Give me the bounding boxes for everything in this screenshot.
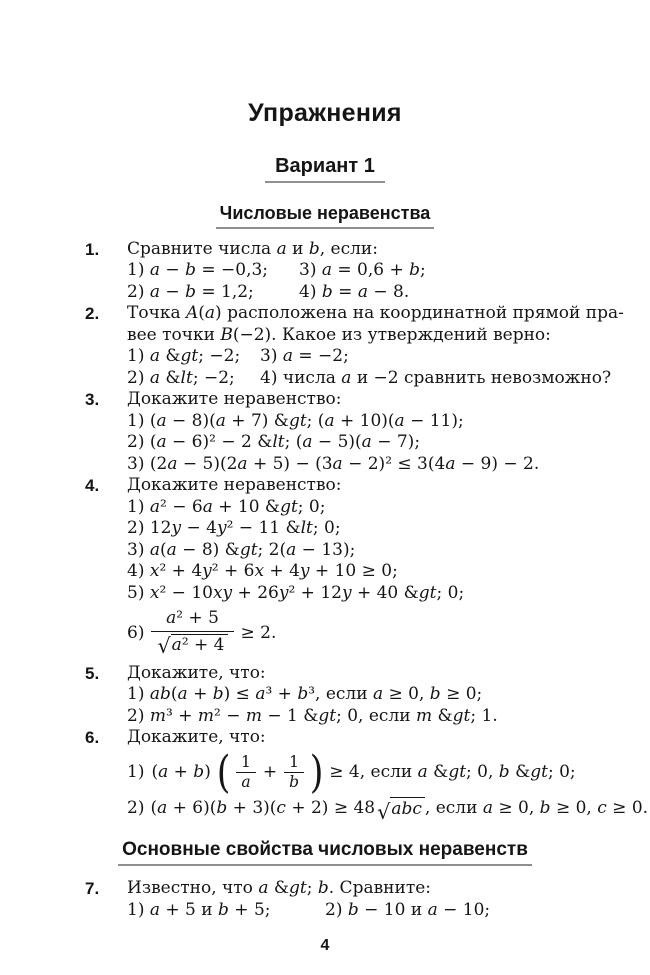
subitem: 3) a = 0,6 + b; — [299, 260, 426, 280]
problem-intro: Известно, что a &gt; b. Сравните: — [127, 878, 432, 899]
page-title: Упражнения — [248, 99, 402, 127]
problem-intro: Сравните числа a и b, если: — [127, 238, 378, 259]
subitem: 4) x² + 4y² + 6x + 4y + 10 ≥ 0; — [127, 561, 398, 581]
subitem: 3) a = −2; — [260, 346, 349, 366]
subitem: 2) 12y − 4y² − 11 &lt; 0; — [127, 518, 341, 538]
problem-intro-line: вее точки B(−2). Какое из утверждений верно: — [127, 324, 551, 345]
problem-number: 5. — [85, 663, 100, 683]
fraction-denominator — [151, 631, 233, 658]
subitem: 2) a &lt; −2; — [127, 367, 235, 388]
subitem-pre: (a + 6)(b + 3)(c + 2) ≥ 48 — [150, 797, 376, 818]
section-heading: Числовые неравенства — [216, 203, 435, 229]
fraction — [284, 754, 304, 792]
problem-3 — [85, 389, 565, 475]
subitem-radical-line — [127, 797, 649, 824]
problem-5 — [85, 663, 565, 728]
problem-intro: Докажите неравенство: — [127, 389, 342, 409]
plus-operator: + — [262, 762, 278, 783]
subitem-grid — [127, 346, 624, 389]
subitem-rest: ≥ 4, если a &gt; 0, b &gt; 0; — [329, 762, 576, 783]
fraction-numerator: a² + 5 — [166, 608, 219, 628]
page-number: 4 — [320, 937, 330, 955]
problem-7 — [85, 878, 565, 921]
subitem: 1) ab(a + b) ≤ a³ + b³, если a ≥ 0, b ≥ 0; — [127, 684, 483, 705]
fraction-numerator: 1 — [289, 752, 300, 771]
problem-number: 4. — [85, 476, 100, 495]
subitem-label: 6) — [127, 622, 145, 643]
problem-intro: Докажите, что: — [127, 662, 266, 683]
subitem-rest: ≥ 2. — [240, 622, 277, 643]
subitem: 1) a² − 6a + 10 &gt; 0; — [127, 496, 326, 517]
section-heading-wrap — [0, 203, 650, 229]
subitem: 3) a(a − 8) &gt; 2(a − 13); — [127, 539, 356, 560]
problem-intro: Докажите, что: — [127, 727, 266, 748]
subitem-label: 1) — [127, 762, 145, 783]
page-title-wrap — [0, 100, 650, 128]
fraction-numerator: 1 — [241, 752, 251, 771]
radicand: a² + 4 — [171, 634, 228, 656]
problem-intro-line: Точка A(a) расположена на координатной прямой пра- — [127, 303, 624, 323]
fraction — [236, 754, 256, 792]
subitem: 1) a &gt; −2; — [127, 346, 241, 366]
problem-number: 2. — [85, 304, 100, 323]
problem-4 — [85, 475, 565, 663]
radical — [377, 797, 425, 824]
problem-1 — [85, 239, 565, 304]
subitem-label: 2) — [127, 797, 145, 818]
fraction-denominator: a — [236, 772, 255, 791]
problem-intro: Докажите неравенство: — [127, 475, 342, 495]
variant-heading-wrap — [0, 155, 650, 183]
subitem: 4) числа a и −2 сравнить невозможно? — [260, 367, 612, 388]
subitem: 1) (a − 8)(a + 7) &gt; (a + 10)(a − 11); — [127, 410, 464, 431]
subitem-fraction: 1) (a + b) ( $\frac{1}{a}$ + $\frac{1}{b}$ ) ≥ 4, если a &gt; 0, b &gt; 0; — [127, 746, 576, 798]
problem-number: 7. — [85, 879, 100, 899]
variant-heading: Вариант 1 — [265, 155, 385, 183]
section2-heading-wrap — [85, 839, 565, 866]
subitem: 1) a + 5 и b + 5; — [127, 899, 271, 920]
problem-number: 1. — [85, 239, 100, 259]
fraction-denominator: b — [284, 772, 304, 791]
subitem: 3) (2a − 5)(2a + 5) − (3a − 2)² ≤ 3(4a − 9) − 2. — [127, 453, 540, 474]
sqrt-symbol: √ — [377, 799, 391, 824]
subitem: 2) a − b = 1,2; — [127, 281, 254, 302]
problem-6 — [85, 727, 649, 824]
problem-number: 6. — [85, 728, 100, 748]
subitem: 2) b − 10 и a − 10; — [325, 899, 491, 920]
subitem-pre: (a + b) — [151, 762, 211, 783]
subitem: 5) x² − 10xy + 26y² + 12y + 40 &gt; 0; — [127, 582, 465, 603]
subitem-rest: , если a ≥ 0, b ≥ 0, c ≥ 0. — [424, 797, 649, 818]
radicand: abc — [390, 797, 425, 821]
radical — [157, 634, 227, 659]
subitem: 2) m³ + m² − m − 1 &gt; 0, если m &gt; 1. — [127, 705, 498, 726]
subitem: 1) a − b = −0,3; — [127, 260, 269, 280]
section2-heading: Основные свойства числовых неравенств — [118, 839, 532, 866]
problem-2 — [85, 303, 624, 389]
fraction — [151, 609, 233, 658]
subitem: 2) (a − 6)² − 2 &lt; (a − 5)(a − 7); — [127, 432, 421, 452]
problem-number: 3. — [85, 390, 100, 409]
subitem-grid — [127, 900, 565, 922]
subitem: 4) b = a − 8. — [299, 281, 410, 302]
subitem-grid — [127, 260, 565, 303]
subitem-fraction — [127, 609, 565, 658]
sqrt-symbol: √ — [157, 634, 171, 659]
problem-list — [85, 238, 649, 922]
